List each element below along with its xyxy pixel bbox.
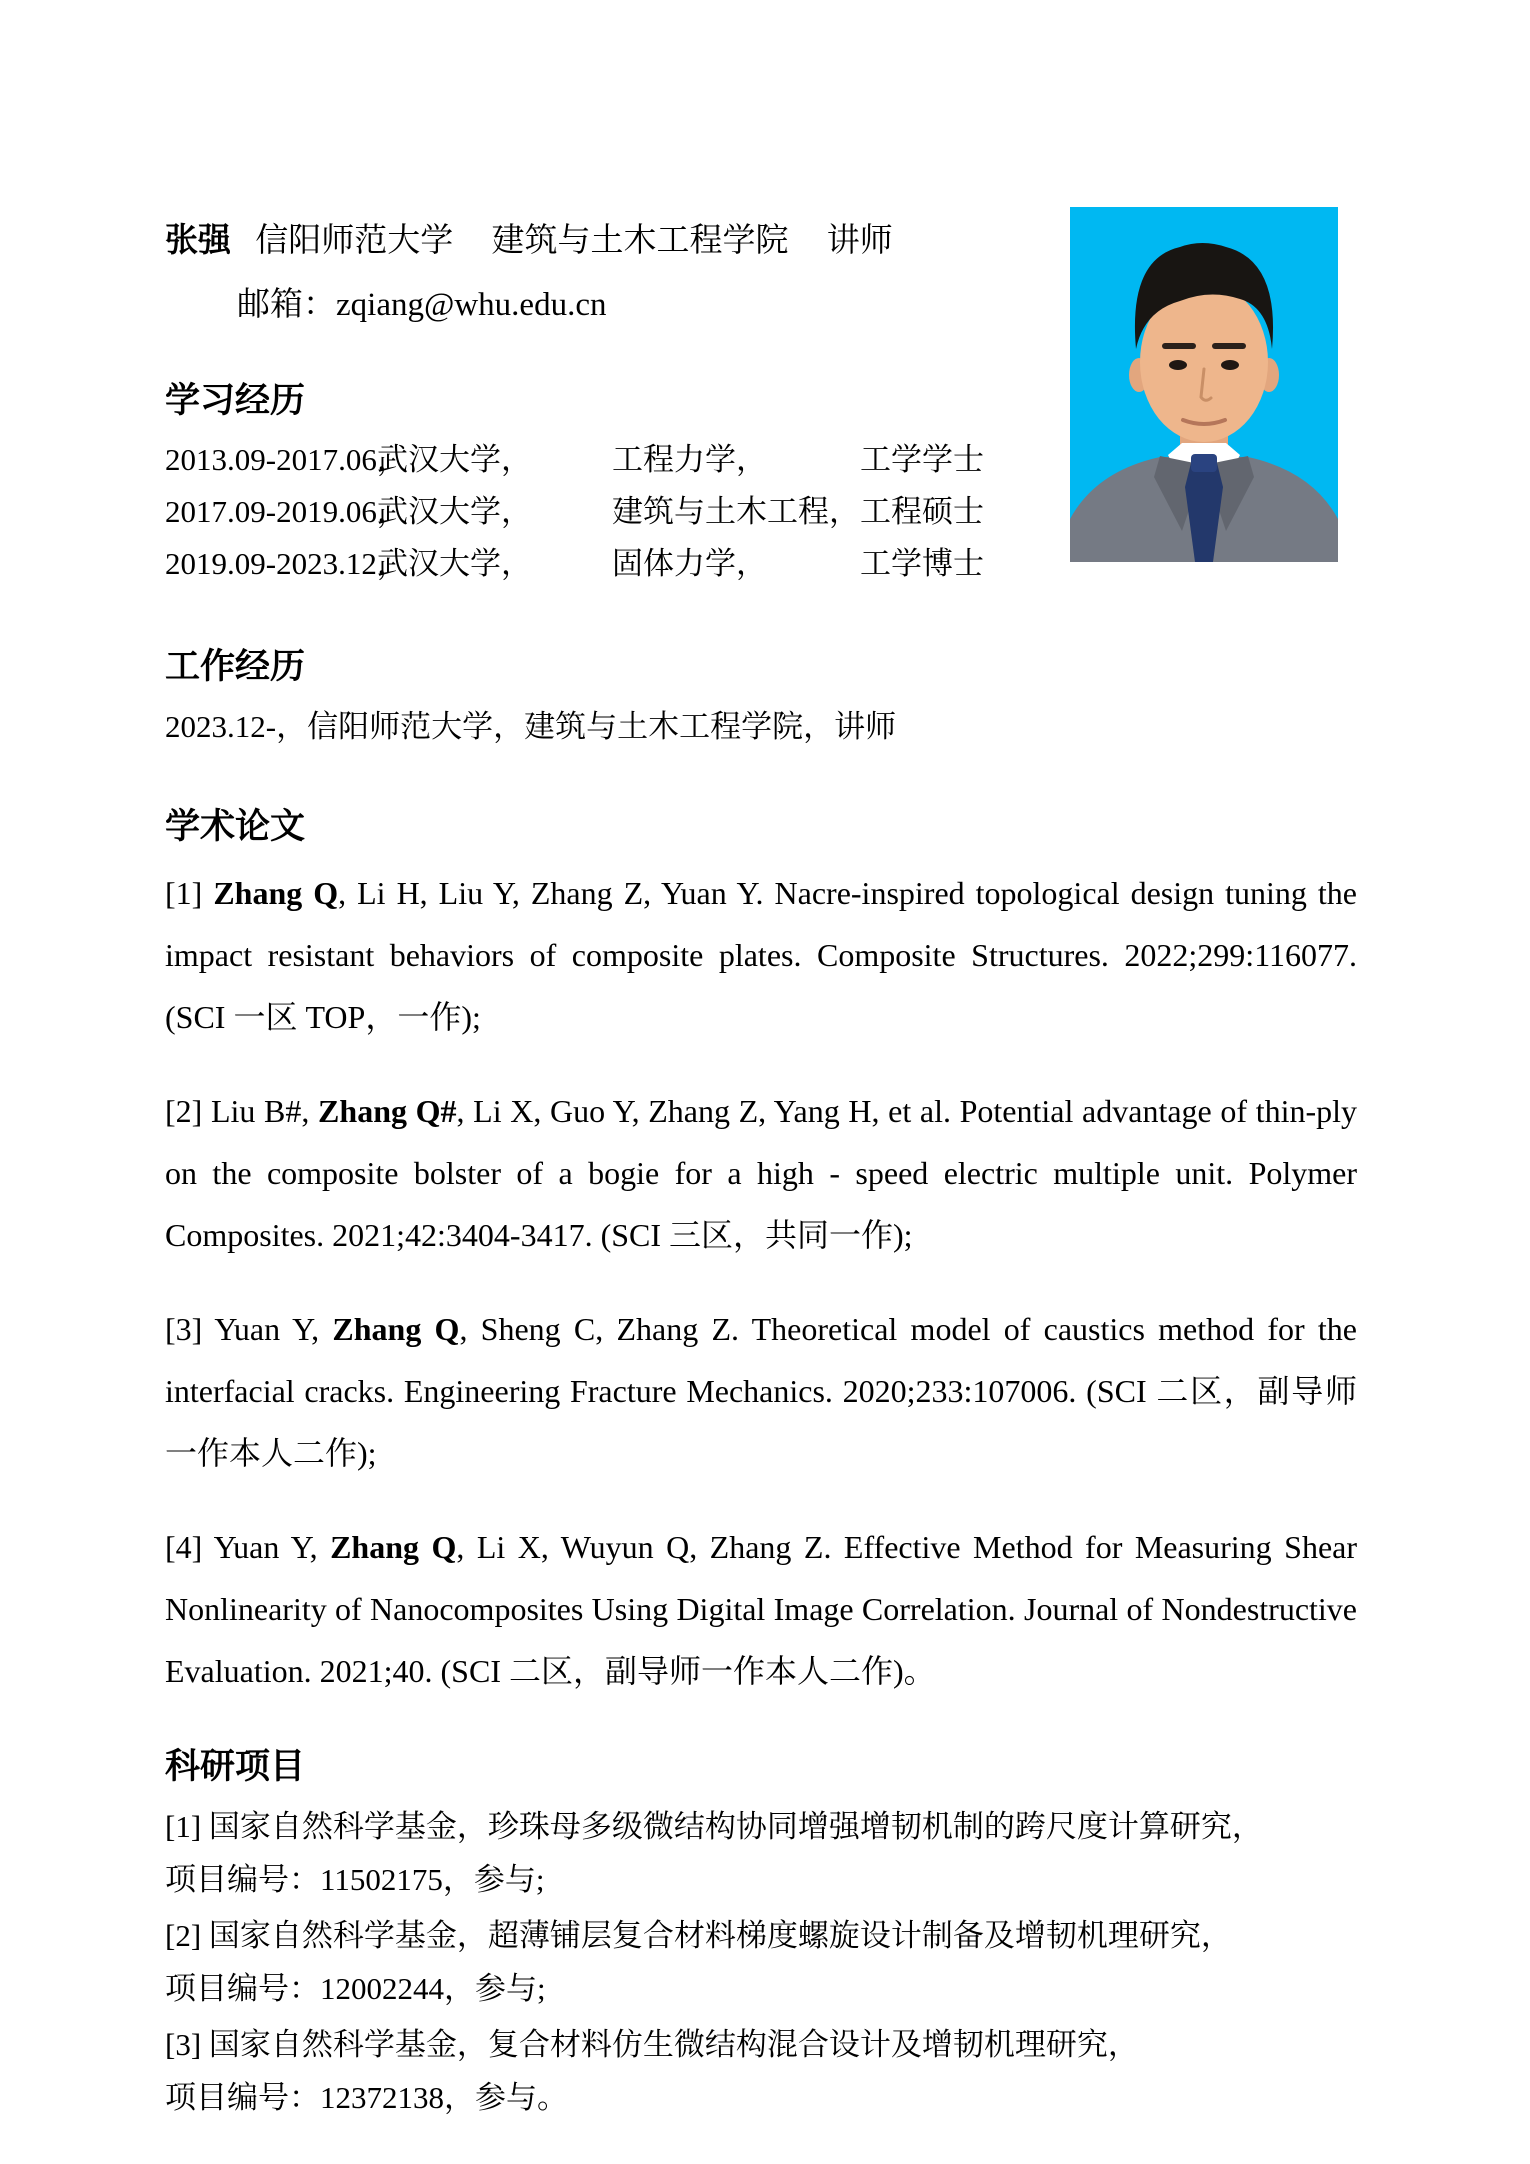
project-item	[165, 1909, 1357, 2015]
edu-date: 2019.09-2023.12，	[165, 546, 408, 581]
edu-degree: 工学学士	[860, 442, 984, 477]
project-item	[165, 2018, 1357, 2124]
email-label: 邮箱：	[237, 287, 336, 323]
person-department: 建筑与土木工程学院	[491, 223, 789, 259]
eyebrow-left	[1162, 343, 1196, 349]
person-name: 张强	[165, 223, 231, 259]
person-affiliation: 信阳师范大学	[255, 223, 454, 259]
project-line-2: 项目编号：11502175，参与;	[165, 1862, 545, 1897]
edu-major: 固体力学，	[612, 546, 767, 581]
project-line-1: [2] 国家自然科学基金，超薄铺层复合材料梯度螺旋设计制备及增韧机理研究，	[165, 1918, 1232, 1953]
project-line-2: 项目编号：12002244，参与;	[165, 1971, 546, 2006]
portrait-illustration	[1070, 207, 1338, 562]
work-item: 2023.12-，信阳师范大学，建筑与土木工程学院，讲师	[165, 709, 897, 744]
section-heading-publications: 学术论文	[165, 807, 306, 846]
project-list	[165, 1800, 1357, 2124]
portrait-photo	[1070, 207, 1338, 562]
edu-university: 武汉大学，	[377, 546, 532, 581]
edu-major: 工程力学，	[612, 442, 767, 477]
project-item	[165, 1800, 1357, 1906]
publication-item: [3] Yuan Y, Zhang Q, Sheng C, Zhang Z. Theoretical model of caustics method for the interfacial cracks. Engineering Fracture Mechanics. 2020;233:107006. (SCI 二区，副导师一作本人二作);	[165, 1311, 1358, 1471]
eye-right	[1221, 360, 1239, 370]
edu-degree: 工程硕士	[860, 494, 984, 529]
eye-left	[1169, 360, 1187, 370]
email-address: zqiang@whu.edu.cn	[336, 287, 607, 323]
edu-university: 武汉大学，	[377, 442, 532, 477]
section-heading-projects: 科研项目	[165, 1747, 306, 1786]
eyebrow-right	[1212, 343, 1246, 349]
edu-degree: 工学博士	[860, 546, 984, 581]
edu-date: 2013.09-2017.06，	[165, 442, 408, 477]
project-line-1: [1] 国家自然科学基金，珍珠母多级微结构协同增强增韧机制的跨尺度计算研究，	[165, 1809, 1263, 1844]
edu-date: 2017.09-2019.06，	[165, 494, 408, 529]
tie-knot	[1191, 454, 1217, 472]
person-job-title: 讲师	[826, 223, 893, 259]
section-heading-education: 学习经历	[165, 381, 306, 420]
publication-item: [1] Zhang Q, Li H, Liu Y, Zhang Z, Yuan Y. Nacre-inspired topological design tuning the impact resistant behaviors of composite plates. Composite Structures. 2022;299:116077. (SCI 一区 TOP，一作);	[165, 875, 1358, 1035]
section-heading-work: 工作经历	[165, 647, 306, 686]
publication-item: [2] Liu B#, Zhang Q#, Li X, Guo Y, Zhang Z, Yang H, et al. Potential advantage of thin-ply on the composite bolster of a bogie for a high - speed electric multiple unit. Polymer Composites. 2021;42:3404-3417. (SCI 三区，共同一作);	[165, 1093, 1358, 1253]
edu-major: 建筑与土木工程，	[612, 494, 860, 529]
project-line-1: [3] 国家自然科学基金，复合材料仿生微结构混合设计及增韧机理研究，	[165, 2027, 1139, 2062]
edu-university: 武汉大学，	[377, 494, 532, 529]
publication-item: [4] Yuan Y, Zhang Q, Li X, Wuyun Q, Zhang Z. Effective Method for Measuring Shear Nonlinearity of Nanocomposites Using Digital Image Correlation. Journal of Nondestructive Evaluation. 2021;40. (SCI 二区，副导师一作本人二作)。	[165, 1529, 1358, 1689]
project-line-2: 项目编号：12372138，参与。	[165, 2080, 568, 2115]
